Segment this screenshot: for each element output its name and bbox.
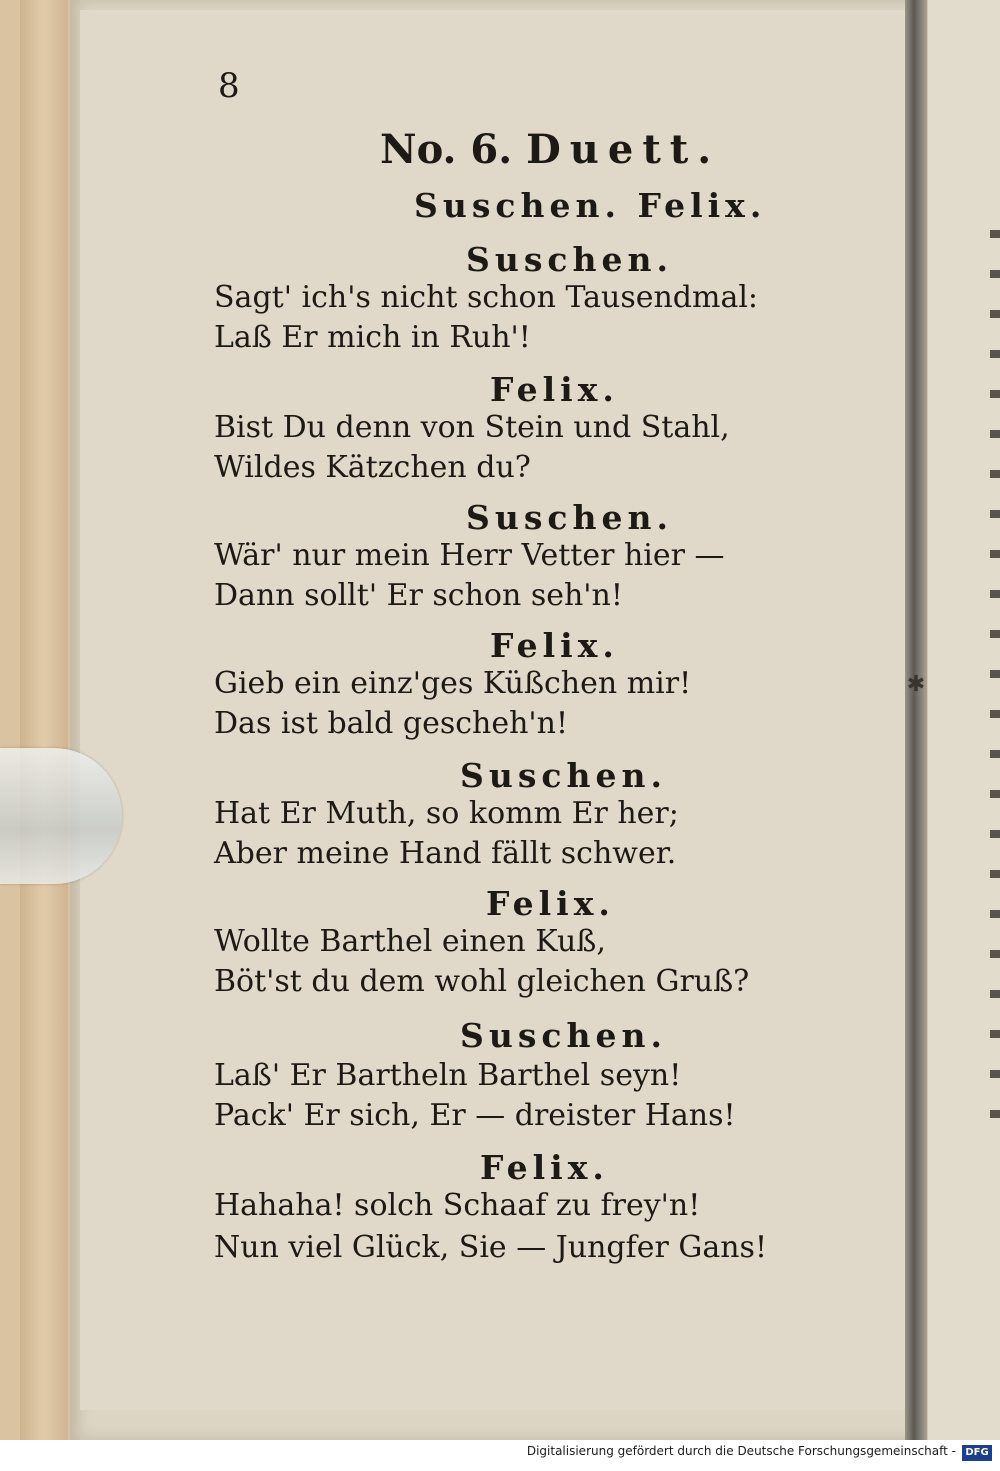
verse-line: Laß' Er Bartheln Barthel seyn! [214,1058,682,1093]
verse-line: Pack' Er sich, Er — dreister Hans! [214,1098,736,1133]
title-word: Duett. [526,126,721,173]
footer-credit: Digitalisierung gefördert durch die Deutsche Forschungsgemeinschaft - [526,1444,956,1458]
verse-speaker: Suschen. [466,498,673,537]
verse-line: Hahaha! solch Schaaf zu frey'n! [214,1188,701,1223]
verse-line: Laß Er mich in Ruh'! [214,320,531,355]
page-title [380,126,720,173]
binding-stitch-icon: ✱ [906,672,926,697]
verse-line: Bist Du denn von Stein und Stahl, [214,410,730,445]
verse-speaker: Suschen. [460,1016,667,1055]
verse-line: Dann sollt' Er schon seh'n! [214,578,623,613]
verse-line: Aber meine Hand fällt schwer. [214,836,677,871]
title-number: No. 6. [380,126,513,173]
verse-line: Böt'st du dem wohl gleichen Gruß? [214,964,750,999]
verse-speaker: Felix. [490,626,619,665]
dfg-logo: DFG [962,1445,992,1461]
verse-speaker: Suschen. [460,756,667,795]
verse-speaker: Felix. [480,1148,609,1187]
characters-line: Suschen. Felix. [414,186,767,225]
book-gutter [905,0,927,1440]
verse-line: Gieb ein einz'ges Küßchen mir! [214,666,692,701]
verse-line: Das ist bald gescheh'n! [214,706,569,741]
facing-page-text-edge [990,230,1000,1130]
page-number: 8 [218,66,240,106]
verse-line: Wär' nur mein Herr Vetter hier — [214,538,725,573]
verse-line: Nun viel Glück, Sie — Jungfer Gans! [214,1230,767,1265]
verse-speaker: Felix. [486,884,615,923]
verse-line: Wollte Barthel einen Kuß, [214,924,606,959]
board-edge [20,0,68,1440]
verse-line: Hat Er Muth, so komm Er her; [214,796,679,831]
verse-line: Wildes Kätzchen du? [214,450,531,485]
verse-speaker: Felix. [490,370,619,409]
verse-speaker: Suschen. [466,240,673,279]
verse-line: Sagt' ich's nicht schon Tausendmal: [214,280,759,315]
